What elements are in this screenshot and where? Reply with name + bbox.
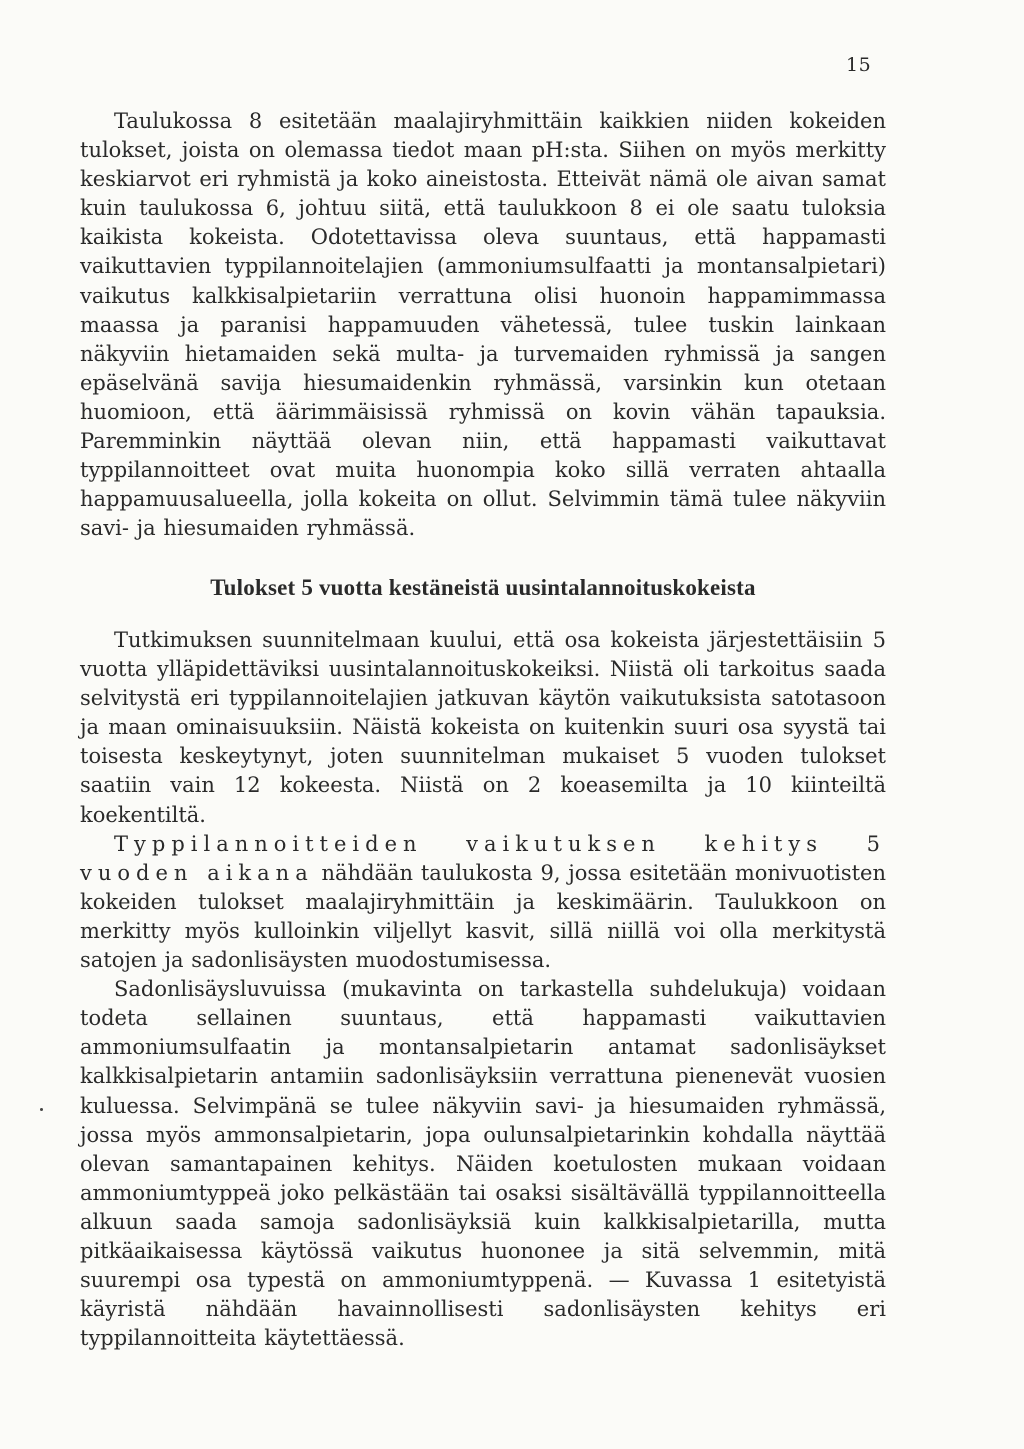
section-1-text xyxy=(80,107,886,543)
section-2-text xyxy=(80,626,886,1353)
paragraph: Sadonlisäysluvuissa (mukavinta on tarkastella suhdelukuja) voidaan todeta sellainen suuntaus, että happamasti vaikuttavien ammoniumsulfaatin ja montansalpietarin antamat sadonlisäykset kalkkisalpietarin antamiin sadonlisäyksiin verrattuna pienenevät vuosien kuluessa. Selvimpänä se tulee näkyviin savi- ja hiesumaiden ryhmässä, jossa myös ammonsalpietarin, jopa oulunsalpietarinkin kohdalla näyttää olevan samantapainen kehitys. Näiden koetulosten mukaan voidaan ammoniumtyppeä joko pelkästään tai osaksi sisältävällä typpilannoitteella alkuun saada samoja sadonlisäyksiä kuin kalkkisalpietarilla, mutta pitkäaikaisessa käytössä vaikutus huononee ja sitä selvemmin, mitä suurempi osa typestä on ammoniumtyppenä. — Kuvassa 1 esitetyistä käyristä nähdään havainnollisesti sadonlisäysten kehitys eri typpilannoitteita käytettäessä. xyxy=(80,977,886,1351)
paragraph xyxy=(80,830,886,975)
emphasis-spaced-text: Typpilannoitteiden vaikutuksen kehitys 5 vuoden aikana xyxy=(80,831,886,885)
paragraph: Taulukossa 8 esitetään maalajiryhmittäin kaikkien niiden kokeiden tulokset, joista on olemassa tiedot maan pH:sta. Siihen on myös merkitty keskiarvot eri ryhmistä ja koko aineistosta. Etteivät nämä ole aivan samat kuin taulukossa 6, johtuu siitä, että taulukkoon 8 ei ole saatu tuloksia kaikista kokeista. Odotettavissa oleva suuntaus, että happamasti vaikuttavien typpilannoitelajien (ammoniumsulfaatti ja montansalpietari) vaikutus kalkkisalpietariin verrattuna olisi huonoin happamimmassa maassa ja paranisi happamuuden vähetessä, tulee tuskin lainkaan näkyviin hietamaiden sekä multa- ja turvemaiden ryhmissä ja sangen epäselvänä savija hiesumaidenkin ryhmässä, varsinkin kun otetaan huomioon, että äärimmäisissä ryhmissä on kovin vähän tapauksia. Paremminkin näyttää olevan niin, että happamasti vaikuttavat typpilannoitteet ovat muita huonompia koko sillä verraten ahtaalla happamuusalueella, jolla kokeita on ollut. Selvimmin tämä tulee näkyviin savi- ja hiesumaiden ryhmässä. xyxy=(80,109,886,541)
page-number: 15 xyxy=(846,54,872,76)
paragraph: Tutkimuksen suunnitelmaan kuului, että osa kokeista järjestettäisiin 5 vuotta ylläpidettäviksi uusintalannoituskokeiksi. Niistä oli tarkoitus saada selvitystä eri typpilannoitelajien jatkuvan käytön vaikutuksista satotasoon ja maan ominaisuuksiin. Näistä kokeista on kuitenkin suuri osa syystä tai toisesta keskeytynyt, joten suunnitelman mukaiset 5 vuoden tulokset saatiin vain 12 kokeesta. Niistä on 2 koeasemilta ja 10 kiinteiltä koekentiltä. xyxy=(80,628,886,827)
margin-mark xyxy=(40,1108,43,1111)
section-heading: Tulokset 5 vuotta kestäneistä uusintalannoituskokeista xyxy=(210,575,756,600)
paragraph-text: nähdään taulukosta 9, jossa esitetään monivuotisten kokeiden tulokset maalajiryhmittäin ja keskimäärin. Taulukkoon on merkitty myös kulloinkin viljellyt kasvit, sillä niillä voi olla merkitystä satojen ja sadonlisäysten muodostumisessa. xyxy=(80,860,886,973)
